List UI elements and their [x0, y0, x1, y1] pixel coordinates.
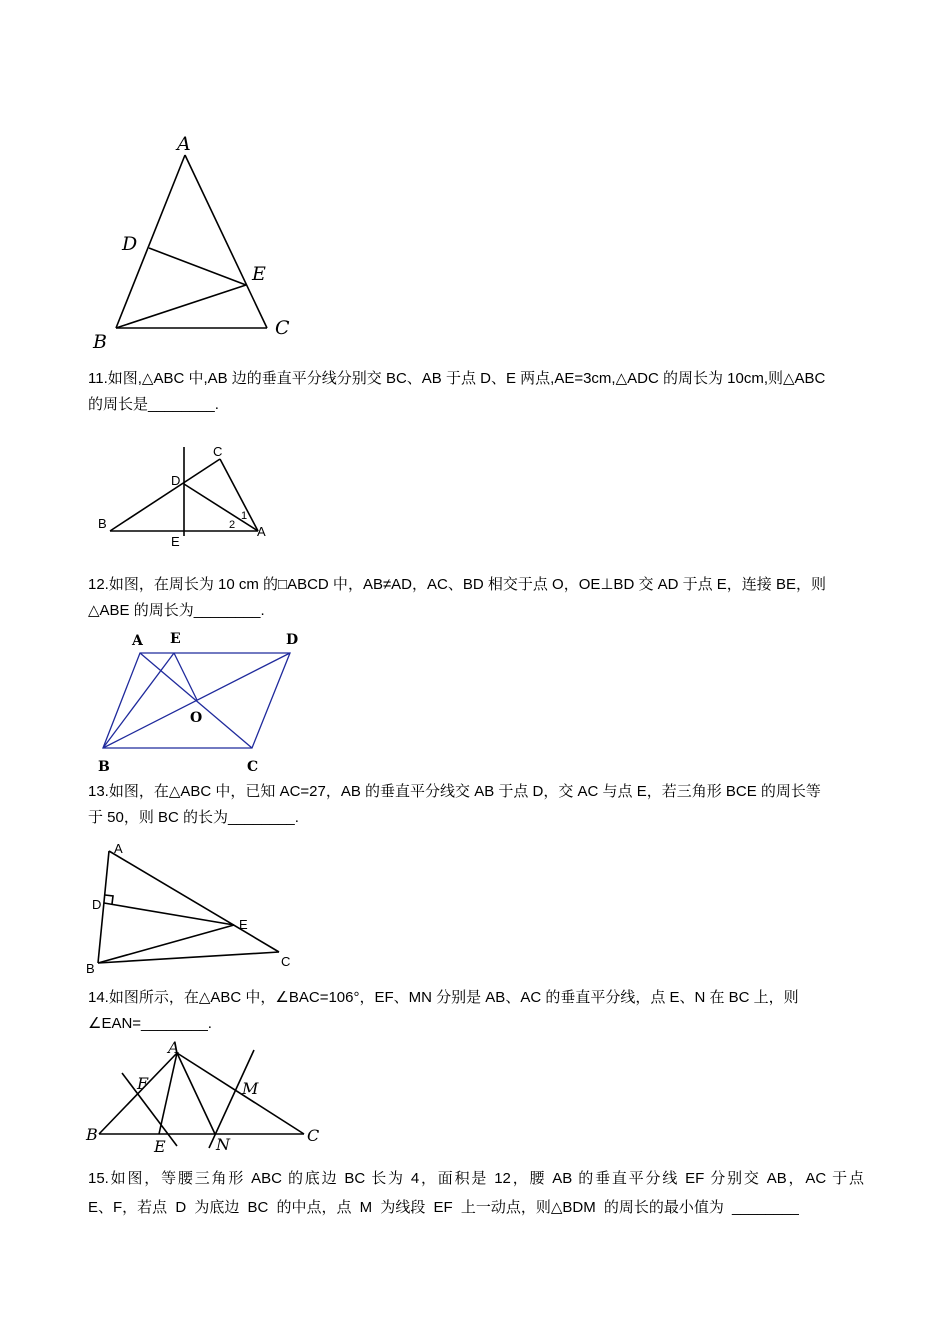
label-a: A — [257, 524, 266, 539]
figure-perpendicular-bisector — [90, 438, 280, 550]
label-c: C — [275, 317, 290, 339]
segment-eo — [174, 653, 197, 700]
label-f: F — [137, 1074, 149, 1093]
segment-da — [184, 484, 258, 531]
question-11 — [88, 366, 878, 418]
question-11-line-2: 的周长是________. — [88, 396, 219, 413]
segment-bc — [98, 952, 279, 963]
question-14-line-1: 14.如图所示，在△ABC 中，∠BAC=106°，EF、MN 分别是 AB、AC 的垂直平分线，点 E、N 在 BC 上，则 — [88, 989, 799, 1006]
question-12-line-1: 12.如图，在周长为 10 cm 的□ABCD 中，AB≠AD，AC、BD 相交于点 O，OE⊥BD 交 AD 于点 E，连接 BE，则 — [88, 576, 826, 593]
question-15 — [88, 1166, 864, 1192]
label-e: E — [239, 917, 248, 932]
question-15-cont — [88, 1195, 864, 1221]
segment-bc — [110, 459, 220, 531]
label-m: M — [242, 1079, 259, 1098]
label-c: C — [247, 759, 259, 775]
segment-be — [98, 925, 234, 963]
label-b: B — [86, 961, 95, 976]
bisector-ef — [122, 1073, 177, 1146]
label-d: D — [171, 473, 181, 488]
label-a: A — [177, 133, 191, 155]
label-b: B — [86, 1125, 98, 1144]
label-c: C — [281, 954, 291, 969]
label-b: B — [98, 516, 107, 531]
segment-ac — [185, 155, 267, 328]
segment-ca — [220, 459, 258, 531]
label-a: A — [114, 841, 123, 856]
label-b: B — [93, 331, 107, 353]
question-14-line-2: ∠EAN=________. — [88, 1015, 212, 1032]
segment-be — [116, 285, 246, 328]
question-13-line-2: 于 50，则 BC 的长为________. — [88, 809, 299, 826]
label-angle-1: 1 — [241, 510, 248, 522]
question-12-line-2: △ABE 的周长为________. — [88, 602, 265, 619]
figure-two-bisectors — [82, 1038, 327, 1158]
question-14 — [88, 985, 878, 1037]
question-15-line-2: E、F，若点 D 为底边 BC 的中点，点 M 为线段 EF 上一动点，则△BDM 的周长的最小值为 ________ — [88, 1199, 799, 1216]
segment-be — [103, 653, 174, 748]
label-e: E — [170, 631, 181, 647]
label-d: D — [122, 233, 138, 255]
segment-ae — [159, 1053, 177, 1134]
question-12 — [88, 572, 878, 624]
label-c: C — [307, 1126, 320, 1145]
label-d: D — [286, 632, 299, 648]
label-a: A — [132, 633, 143, 649]
question-15-line-1: 15.如图，等腰三角形 ABC 的底边 BC 长为 4，面积是 12，腰 AB 的垂直平分线 EF 分别交 AB，AC 于点 — [88, 1170, 864, 1187]
diagonal-bd — [103, 653, 290, 748]
label-e: E — [252, 263, 266, 285]
label-a: A — [168, 1038, 180, 1057]
question-13 — [88, 779, 878, 831]
label-d: D — [92, 897, 102, 912]
label-angle-2: 2 — [229, 519, 236, 531]
label-c: C — [213, 444, 223, 459]
question-11-line-1: 11.如图,△ABC 中,AB 边的垂直平分线分别交 BC、AB 于点 D、E 两点,AE=3cm,△ADC 的周长为 10cm,则△ABC — [88, 370, 826, 387]
label-e: E — [154, 1137, 166, 1156]
question-13-line-1: 13.如图，在△ABC 中，已知 AC=27，AB 的垂直平分线交 AB 于点 D，交 AC 与点 E，若三角形 BCE 的周长等 — [88, 783, 821, 800]
label-b: B — [98, 759, 110, 775]
figure-triangle-abc-de — [80, 130, 320, 360]
figure-triangle-bce — [82, 836, 302, 978]
figure-parallelogram-abcd — [90, 628, 320, 776]
label-e: E — [171, 534, 180, 549]
label-n: N — [216, 1135, 230, 1154]
label-o: O — [190, 710, 203, 726]
